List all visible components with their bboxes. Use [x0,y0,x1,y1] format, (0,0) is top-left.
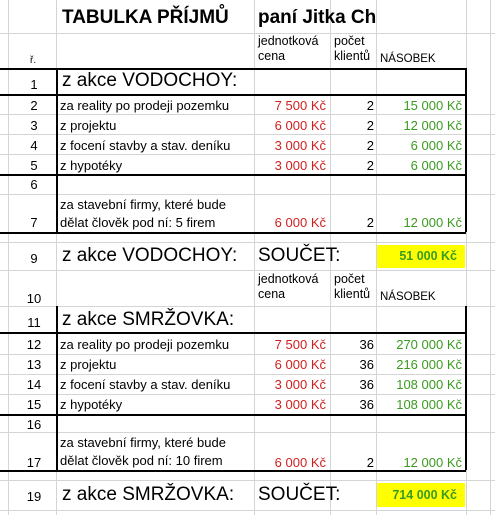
grid-hline [0,332,466,334]
firm-client-count: 2 [366,215,374,230]
grid-vline [490,0,491,515]
column-header-unit-price [258,34,318,64]
unit-price: 3 000 Kč [274,377,326,392]
row-number: 7 [30,215,38,230]
row-total: 270 000 Kč [396,337,462,352]
unit-price-line2: cena [258,49,286,63]
grid-hline [0,114,495,115]
row-number: 19 [26,489,42,504]
client-count: 36 [359,357,374,372]
grid-hline [0,242,495,243]
column-header-clients [334,34,370,64]
column-header-clients-2 [334,272,370,302]
sum-value-smrzovka: 714 000 Kč [377,483,465,507]
column-header-unit-price-2 [258,272,318,302]
table-border-left [56,68,58,232]
firm-total: 12 000 Kč [403,455,462,470]
grid-vline [254,0,255,515]
sum-label: SOUČET: [258,484,341,505]
sheet-title: TABULKA PŘÍJMŮ [62,7,229,28]
row-header-label: ř. [30,55,37,66]
grid-hline [0,174,466,176]
firm-label-line1: za stavební firmy, které bude [60,435,226,450]
row-number: 17 [26,455,42,470]
income-item-label: z hypotéky [60,397,123,412]
section-title-smrzovka: z akce SMRŽOVKA: [62,309,235,330]
client-count: 2 [366,98,374,113]
row-number: 4 [30,138,38,153]
grid-hline [0,33,495,34]
grid-vline [8,0,9,515]
column-header-multiple-2: NÁSOBEK [380,291,436,303]
sum-title-vodochoy: z akce VODOCHOY: [62,245,238,266]
row-number: 13 [26,357,42,372]
row-total: 12 000 Kč [403,118,462,133]
sum-title-smrzovka: z akce SMRŽOVKA: [62,484,235,505]
firm-label-line1: za stavební firmy, které bude [60,197,226,212]
grid-hline [0,232,466,234]
firm-total: 12 000 Kč [403,215,462,230]
firm-client-count: 2 [366,455,374,470]
grid-hline [0,134,495,135]
income-item-label: z hypotéky [60,158,123,173]
income-item-label: z projektu [60,357,117,372]
client-count: 36 [359,397,374,412]
clients-line1: počet [334,272,365,286]
grid-hline [0,194,495,195]
unit-price: 7 500 Kč [274,337,326,352]
client-count: 36 [359,377,374,392]
client-count: 2 [366,138,374,153]
grid-hline [0,510,495,511]
unit-price-line1: jednotková [258,272,319,286]
row-number: 9 [30,251,38,266]
unit-price-line2: cena [258,287,286,301]
row-number: 12 [26,337,42,352]
grid-hline [0,94,466,96]
row-number: 14 [26,377,42,392]
client-count: 2 [366,118,374,133]
row-number: 2 [30,98,38,113]
unit-price-line1: jednotková [258,34,319,48]
row-number: 16 [26,417,42,432]
row-number: 15 [26,397,42,412]
clients-line2: klientů [334,49,371,63]
unit-price: 6 000 Kč [274,118,326,133]
row-total: 6 000 Kč [410,138,462,153]
row-number: 10 [26,291,42,306]
clients-line2: klientů [334,287,371,301]
grid-hline [0,470,466,472]
table-border-right [465,306,467,470]
income-item-label: z projektu [60,118,117,133]
grid-hline [0,374,495,375]
section-title-vodochoy: z akce VODOCHOY: [62,70,238,91]
grid-hline [0,306,495,307]
grid-hline [0,432,495,433]
row-number: 11 [27,315,41,330]
firm-unit-price: 6 000 Kč [274,455,326,470]
row-total: 6 000 Kč [410,158,462,173]
table-border-left [56,306,58,470]
row-number: 3 [30,118,38,133]
income-item-label: za reality po prodeji pozemku [60,98,230,113]
row-total: 15 000 Kč [403,98,462,113]
client-count: 36 [359,337,374,352]
firm-label-line2: dělat člověk pod ní: 5 firem [60,215,216,230]
row-total: 108 000 Kč [396,377,462,392]
grid-hline [0,414,466,416]
sum-value-vodochoy: 51 000 Kč [377,245,465,268]
row-total: 108 000 Kč [396,397,462,412]
grid-hline [0,480,495,481]
column-header-multiple: NÁSOBEK [380,53,436,65]
row-number: 5 [30,158,38,173]
grid-hline [0,154,495,155]
grid-hline [0,394,495,395]
unit-price: 3 000 Kč [274,138,326,153]
firm-unit-price: 6 000 Kč [274,215,326,230]
firm-label-line2: dělat člověk pod ní: 10 firem [60,453,223,468]
income-item-label: z focení stavby a stav. deníku [60,377,231,392]
unit-price: 6 000 Kč [274,357,326,372]
client-count: 2 [366,158,374,173]
row-total: 216 000 Kč [396,357,462,372]
unit-price: 3 000 Kč [274,158,326,173]
grid-hline [0,354,495,355]
clients-line1: počet [334,34,365,48]
grid-hline [0,270,495,271]
row-number: 1 [30,77,38,92]
income-item-label: z focení stavby a stav. deníku [60,138,231,153]
table-border-right [465,68,467,232]
sum-label: SOUČET: [258,245,341,266]
unit-price: 7 500 Kč [274,98,326,113]
row-number: 6 [30,177,38,192]
sheet-owner: paní Jitka Ch [258,7,377,28]
unit-price: 3 000 Kč [274,397,326,412]
income-item-label: za reality po prodeji pozemku [60,337,230,352]
